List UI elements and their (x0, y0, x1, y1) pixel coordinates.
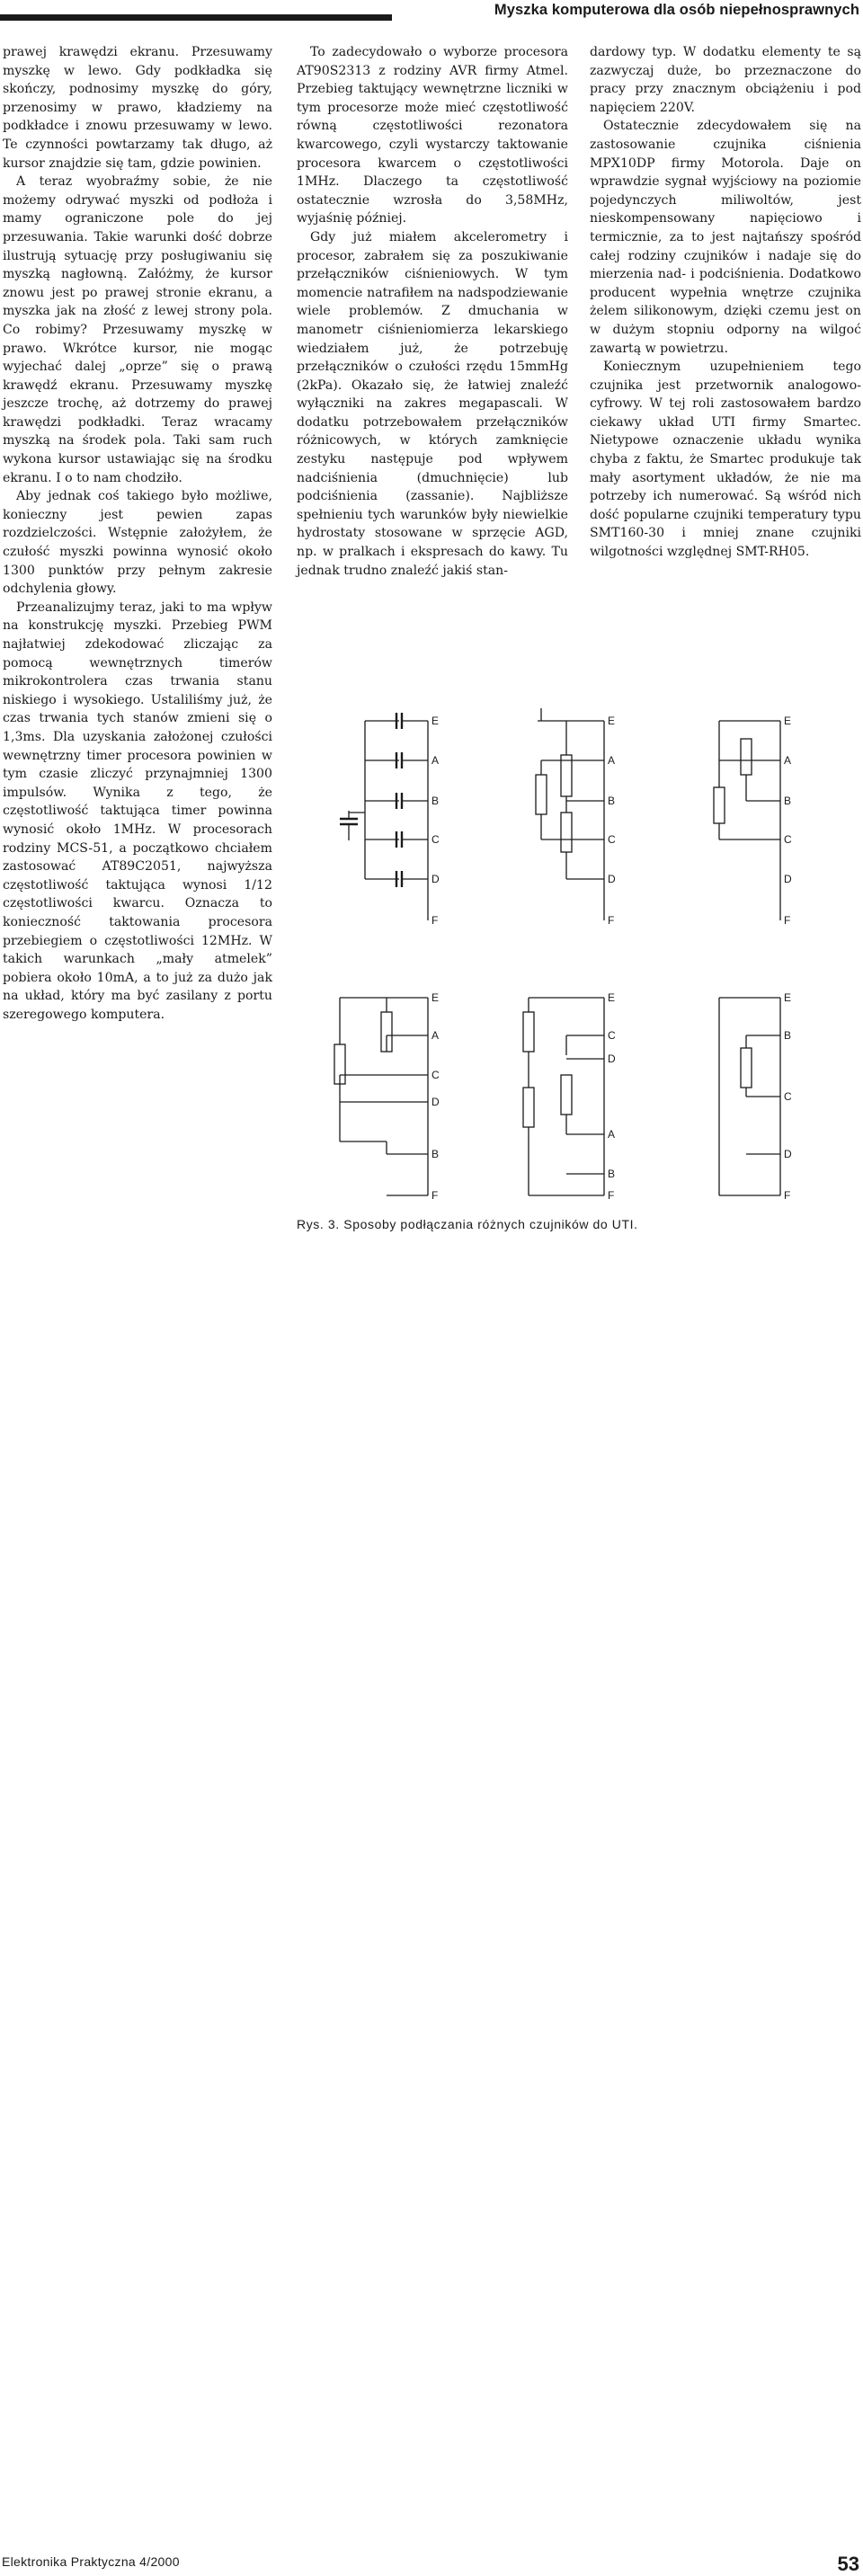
pin-label: C (784, 1090, 792, 1103)
paragraph: Przeanalizujmy teraz, jaki to ma wpływ na konstrukcję myszki. Przebieg PWM najłatwiej zdekodować zliczając za pomocą wewnętrznych timerów mikrokontrolera czas trwania stanu niskiego i wysokiego. Ustaliliśmy już, że czas trwania tych stanów zmieni się o 1,3ms. Dla uzyskania założonej czułości wewnętrzny timer procesora powinien w tym czasie zliczyć przynajmniej 1300 impulsów. Wynika z tego, że częstotliwość taktująca timer powinna wynosić około 1MHz. W procesorach rodziny MCS-51, a początkowo chciałem zastosować AT89C2051, najwyższa częstotliwość taktująca wynosi 1/12 częstotliwości kwarcu. Oznacza to konieczność taktowania procesora przebiegiem o częstotliwości 12MHz. W takich warunkach „mały atmelek” pobiera około 10mA, a to już za dużo jak na układ, który ma być zasilany z portu szeregowego komputera. (3, 600, 272, 1022)
pin-label: B (784, 1029, 792, 1042)
pin-label: B (784, 795, 792, 807)
pin-label: C (608, 1029, 616, 1042)
magazine-issue: Elektronika Praktyczna 4/2000 (2, 2554, 180, 2569)
pin-label: F (784, 914, 791, 927)
paragraph: To zadecydowało o wyborze procesora AT90S2313 z rodziny AVR firmy Atmel. Przebieg taktujący wewnętrzne liczniki w tym procesorze może mieć częstotliwość równą częstotliwości rezonatora kwarcowego, czyli wystarczy taktowanie procesora kwarcem o częstotliwości 1MHz. Dlaczego ta częstotliwość ostatecznie wzrosła do 3,58MHz, wyjaśnię później. (297, 45, 568, 227)
pin-label: B (608, 795, 616, 807)
panel-capacitive (340, 713, 440, 927)
resistor (523, 1012, 534, 1052)
pin-label: F (608, 914, 615, 927)
pin-label: D (608, 1053, 616, 1065)
pin-label: F (432, 914, 439, 927)
resistor (714, 787, 725, 823)
pin-label: D (784, 873, 792, 885)
pin-label: E (784, 991, 792, 1004)
pin-label: E (608, 991, 616, 1004)
pin-label: A (784, 754, 792, 767)
pin-label: D (432, 873, 440, 885)
paragraph: dardowy typ. W dodatku elementy te są zazwyczaj duże, bo przeznaczone do pracy przy znacznym obciążeniu i pod napięciem 220V. (590, 45, 861, 115)
page-number: 53 (837, 2553, 859, 2575)
pin-label: A (432, 754, 440, 767)
pin-label: A (432, 1029, 440, 1042)
text-column-1 (3, 43, 272, 1024)
uti-connection-diagrams (297, 692, 863, 1204)
page-footer (0, 1275, 863, 2575)
figure-caption: Rys. 3. Sposoby podłączania różnych czujników do UTI. (297, 1217, 638, 1231)
pin-label: C (608, 833, 616, 846)
pin-label: F (432, 1189, 439, 1202)
pin-label: E (608, 715, 616, 727)
pin-label: F (784, 1189, 791, 1202)
page-header (0, 2, 863, 23)
paragraph: Gdy już miałem akcelerometry i procesor, zabrałem się za poszukiwanie przełączników ciśnieniowych. W tym momencie natrafiłem na nadspodziewanie wiele problemów. Z dmuchania w manometr ciśnieniomierza lekarskiego wiedziałem już, że potrzebuję przełączników o czułości rzędu 15mmHg (2kPa). Okazało się, że łatwiej znaleźć wyłączniki na zakres megapascali. W dodatku potrzebowałem przełączników różnicowych, w których zamknięcie zestyku następuje pod wpływem nadciśnienia (dmuchnięcie) lub podciśnienia (zassanie). Najbliższe spełnieniu tych warunków były niewielkie hydrostaty stosowane w sprzęcie AGD, np. w pralkach i ekspresach do kawy. Tu jednak trudno znaleźć jakiś stan- (297, 229, 568, 578)
resistor (741, 1048, 752, 1088)
paragraph: Aby jednak coś takiego było możliwe, konieczny jest pewien zapas rozdzielczości. Wstępnie założyłem, że czułość myszki powinna wynosić około 1300 punktów przy pełnym zakresie odchylenia głowy. (3, 489, 272, 597)
pin-label: C (784, 833, 792, 846)
resistor (741, 739, 752, 775)
pin-label: E (432, 991, 440, 1004)
panel-bridge-4wire (334, 991, 440, 1202)
running-title: Myszka komputerowa dla osób niepełnosprawnych (494, 2, 859, 18)
pin-label: D (608, 873, 616, 885)
resistor (561, 1075, 572, 1115)
resistor (536, 775, 547, 814)
panel-resistive-divider (714, 715, 792, 927)
pin-label: F (608, 1189, 615, 1202)
circuit-figure (297, 692, 863, 1204)
pin-label: B (608, 1168, 616, 1180)
resistor (523, 1088, 534, 1127)
pin-label: E (432, 715, 440, 727)
pin-label: C (432, 833, 440, 846)
paragraph: A teraz wyobraźmy sobie, że nie możemy odrywać myszki od podłoża i mamy ograniczone pole do jej przesuwania. Takie warunki dość dobrze ilustrują sytuację przy posługiwaniu się myszką nagłowną. Załóżmy, że kursor znowu jest po prawej stronie ekranu, a myszka jak na złość z lewej strony pola. Co robimy? Przesuwamy myszkę w prawo. Wkrótce kursor, nie mogąc wyjechać dalej „oprze” się o prawą krawędź ekranu. Przesuwamy myszkę jeszcze trochę, aż dotrzemy do prawej krawędzi podkładki. Teraz wracamy myszką na środek pola. Taki sam ruch wykona kursor ustawiając się na środku ekranu. I o to nam chodziło. (3, 174, 272, 485)
resistor (561, 755, 572, 796)
pin-label: A (608, 754, 616, 767)
panel-resistive-bridge (536, 708, 616, 927)
pin-label: B (432, 795, 440, 807)
pin-label: A (608, 1128, 616, 1141)
pin-label: B (432, 1148, 440, 1160)
paragraph: Ostatecznie zdecydowałem się na zastosowanie czujnika ciśnienia MPX10DP firmy Motorola. Daje on wprawdzie sygnał wyjściowy na poziomie pojedynczych miliwoltów, jest nieskompensowany napięciowo i termicznie, za to jest najtańszy spośród całej rodziny czujników i nadaje się do mierzenia nad- i podciśnienia. Dodatkowo producent wypełnia wnętrze czujnika żelem silikonowym, dzięki czemu jest on w dużym stopniu odporny na wilgoć zawartą w powietrzu. (590, 119, 861, 356)
resistor (561, 813, 572, 852)
pin-label: D (432, 1096, 440, 1108)
pin-label: C (432, 1069, 440, 1081)
paragraph: Koniecznym uzupełnieniem tego czujnika jest przetwornik analogowo-cyfrowy. W tej roli zastosowałem bardzo ciekawy układ UTI firmy Smartec. Nietypowe oznaczenie układu wynika chyba z faktu, że Smartec produkuje tak mały asortyment układów, że nie ma potrzeby ich numerować. Są wśród nich dość popularne czujniki temperatury typu SMT160-30 i mniej znane czujniki wilgotności względnej SMT-RH05. (590, 360, 861, 560)
pin-label: E (784, 715, 792, 727)
paragraph: prawej krawędzi ekranu. Przesuwamy myszkę w lewo. Gdy podkładka się skończy, podnosimy myszkę do góry, przenosimy w prawo, kładziemy na podkładce i znowu przesuwamy w lewo. Te czynności powtarzamy tak długo, aż kursor znajdzie się tam, gdzie powinien. (3, 45, 272, 171)
pin-label: D (784, 1148, 792, 1160)
text-column-2 (297, 43, 568, 580)
panel-double-bridge (523, 991, 616, 1202)
capacitor (340, 819, 358, 824)
text-column-3 (590, 43, 861, 562)
header-rule (0, 14, 392, 21)
panel-thermistor (719, 991, 792, 1202)
